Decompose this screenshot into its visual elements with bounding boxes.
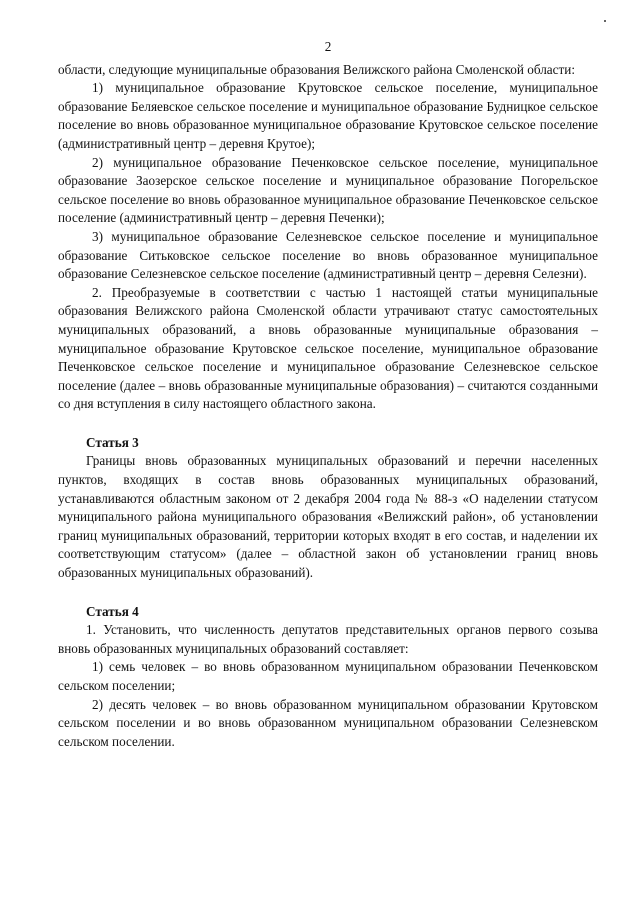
article-3-heading: Статья 3 [86,434,139,450]
list-item: 3) муниципальное образование Селезневское сельское поселение и муниципальное образование Ситьковское сельское поселение во вновь образованное муниципальное образование Селезневское сельское поселение (административный центр – деревня Селезни). [58,228,598,282]
document-page [58,38,598,751]
list-item: 2) десять человек – во вновь образованном муниципальном образовании Крутовском сельском поселении и во вновь образованном муниципальном образовании Селезневском сельском поселении. [58,696,598,749]
article-4-intro: 1. Установить, что численность депутатов представительных органов первого созыва вновь образованных муниципальных образований составляет: [58,622,598,656]
list-item: 1) семь человек – во вновь образованном муниципальном образовании Печенковском сельском поселении; [58,659,598,693]
page-number: 2 [324,39,332,54]
article-4-heading: Статья 4 [86,603,139,619]
part-2-paragraph: 2. Преобразуемые в соответствии с частью 1 настоящей статьи муниципальные образования Велижского района Смоленской области утрачивают статус самостоятельных муниципальных образований, а вновь образованные муниципальные образования – муниципальное образование Крутовское сельское поселение, муниципальное образование Печенковское сельское поселение и муниципальное образование Селезневское сельское поселение (далее – вновь образованные муниципальные образования) – считаются созданными со дня вступления в силу настоящего областного закона. [58,284,598,412]
list-item: 1) муниципальное образование Крутовское сельское поселение, муниципальное образование Беляевское сельское поселение и муниципальное образование Будницкое сельское поселение во вновь образованное муниципальное образование Крутовское сельское поселение (административный центр – деревня Крутое); [58,80,598,151]
article-3-text: Границы вновь образованных муниципальных образований и перечни населенных пунктов, входящих в состав вновь образованных муниципальных образований, устанавливаются областным законом от 2 декабря 2004 года № 88-з «О наделении статусом муниципального района муниципального образования «Велижский район», об установлении границ муниципальных образований, территории которых входят в его состав, и наделении их соответствующим статусом» (далее – областной закон об установлении границ вновь образованных муниципальных образований). [58,453,598,581]
intro-paragraph: области, следующие муниципальные образования Велижского района Смоленской области: [58,61,575,77]
list-item: 2) муниципальное образование Печенковское сельское поселение, муниципальное образование Заозерское сельское поселение и муниципальное образование Погорельское сельское поселение во вновь образованное муниципальное образование Печенковское сельское поселение (административный центр – деревня Печенки); [58,154,598,226]
scan-speck [604,20,606,22]
